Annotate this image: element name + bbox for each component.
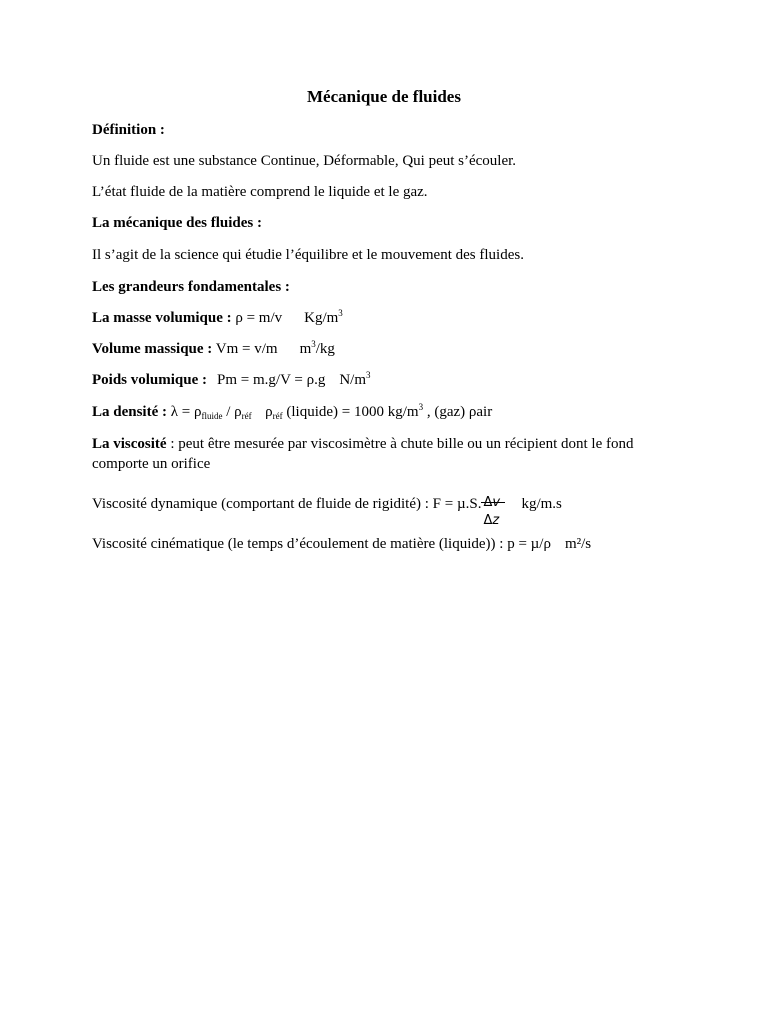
definition-line-1: Un fluide est une substance Continue, Déformable, Qui peut s’écouler. (92, 153, 517, 169)
poids-volumique-label: Poids volumique : (92, 372, 208, 388)
page-title: Mécanique de fluides (307, 87, 461, 106)
masse-volumique-formula: ρ = m/v (231, 310, 283, 326)
volume-massique-label: Volume massique : (92, 341, 213, 357)
masse-volumique-line: La masse volumique : ρ = m/v $Kg/m^3$ (92, 308, 343, 326)
viscosite-cinematique-text: Viscosité cinématique (le temps d’écoulement de matière (liquide)) : p = µ/ρ (92, 536, 551, 552)
definition-heading: Définition : (92, 122, 165, 138)
poids-volumique-unit: N/m (339, 372, 367, 388)
densite-label: La densité : (92, 404, 167, 420)
densite-reference: $\rho_{réf}$ (liquide) = 1000 $kg/m^3$ , (gaz) ρair (265, 402, 493, 421)
densite-lambda: λ = (170, 404, 191, 420)
masse-volumique-label: La masse volumique : (92, 310, 232, 326)
poids-volumique-line: Poids volumique : Pm = m.g/V = ρ.g $N/m^3$ (92, 370, 371, 388)
volume-massique-formula: Vm = v/m (212, 341, 278, 357)
mecanique-heading: La mécanique des fluides : (92, 215, 263, 231)
viscosite-dynamique-unit: kg/m.s (521, 496, 562, 512)
viscosite-paragraph: La viscosité : peut être mesurée par viscosimètre à chute bille ou un récipient dont le fond comporte un orifice (92, 436, 634, 472)
poids-volumique-formula: Pm = m.g/V = ρ.g (217, 372, 326, 388)
volume-massique-unit: $m^3/kg$ (299, 339, 335, 357)
definition-line-2: L’état fluide de la matière comprend le liquide et le gaz. (92, 184, 428, 200)
viscosite-cinematique-unit: m²/s (564, 536, 592, 552)
viscosite-dynamique-text: Viscosité dynamique (comportant de fluide de rigidité) : F = µ.S. (92, 496, 482, 512)
volume-massique-line (92, 340, 335, 358)
viscosite-dynamique-line (92, 486, 562, 528)
grandeurs-heading: Les grandeurs fondamentales : (92, 279, 290, 295)
delta-v-over-delta-z-fraction: Δz (481, 485, 505, 521)
masse-volumique-unit: Kg/m (304, 310, 339, 326)
densite-line (92, 403, 492, 425)
viscosite-label: La viscosité (92, 436, 167, 452)
viscosite-cinematique-line (92, 535, 591, 553)
mecanique-text: Il s’agit de la science qui étudie l’équilibre et le mouvement des fluides. (92, 247, 524, 263)
densite-formula: $\rho_{fluide} / \rho_{réf}$ (193, 404, 252, 421)
